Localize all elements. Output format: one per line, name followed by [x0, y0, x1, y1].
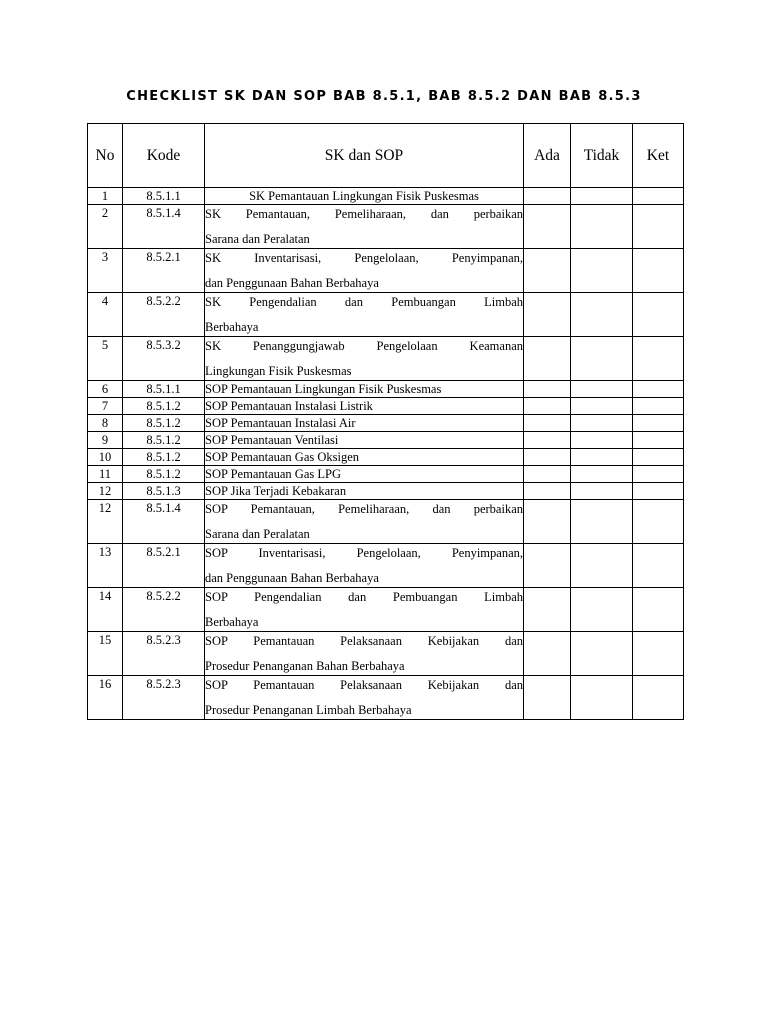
- check-cell-ket[interactable]: [633, 466, 684, 483]
- check-cell-tidak[interactable]: [571, 398, 633, 415]
- row-code: 8.5.2.3: [123, 632, 205, 676]
- check-cell-tidak[interactable]: [571, 632, 633, 676]
- header-ada: Ada: [524, 124, 571, 188]
- row-code: 8.5.2.2: [123, 293, 205, 337]
- check-cell-tidak[interactable]: [571, 500, 633, 544]
- document-name-line2: dan Penggunaan Bahan Berbahaya: [205, 276, 379, 290]
- row-number: 2: [88, 205, 123, 249]
- check-cell-ket[interactable]: [633, 293, 684, 337]
- table-row: [88, 415, 684, 432]
- row-code: 8.5.1.3: [123, 483, 205, 500]
- row-document-name: [205, 293, 524, 337]
- check-cell-ket[interactable]: [633, 500, 684, 544]
- check-cell-ada[interactable]: [524, 449, 571, 466]
- table-row: [88, 188, 684, 205]
- document-name-line1: SOP Pemantauan Gas Oksigen: [205, 450, 360, 464]
- check-cell-ada[interactable]: [524, 249, 571, 293]
- document-name-line1: SK Penanggungjawab Pengelolaan Keamanan: [205, 339, 523, 353]
- check-cell-ket[interactable]: [633, 588, 684, 632]
- document-name-line1: SOP Pemantauan Pelaksanaan Kebijakan dan: [205, 678, 523, 692]
- check-cell-tidak[interactable]: [571, 381, 633, 398]
- row-number: 12: [88, 500, 123, 544]
- row-number: 4: [88, 293, 123, 337]
- check-cell-ket[interactable]: [633, 632, 684, 676]
- check-cell-ada[interactable]: [524, 293, 571, 337]
- check-cell-ada[interactable]: [524, 381, 571, 398]
- document-name-line1: SK Pemantauan Lingkungan Fisik Puskesmas: [249, 189, 479, 203]
- row-document-name: [205, 500, 524, 544]
- header-tidak: Tidak: [571, 124, 633, 188]
- row-document-name: [205, 249, 524, 293]
- check-cell-ket[interactable]: [633, 188, 684, 205]
- document-name-line1: SOP Pemantauan Instalasi Air: [205, 416, 356, 430]
- document-name-line2: Berbahaya: [205, 615, 259, 629]
- document-name-line1: SOP Pemantauan Gas LPG: [205, 467, 341, 481]
- table-row: [88, 249, 684, 293]
- document-name-line2: Sarana dan Peralatan: [205, 527, 310, 541]
- check-cell-tidak[interactable]: [571, 676, 633, 720]
- row-code: 8.5.1.1: [123, 381, 205, 398]
- check-cell-tidak[interactable]: [571, 415, 633, 432]
- row-document-name: [205, 483, 524, 500]
- row-number: 1: [88, 188, 123, 205]
- check-cell-ket[interactable]: [633, 415, 684, 432]
- document-name-line1: SK Inventarisasi, Pengelolaan, Penyimpanan,: [205, 251, 523, 265]
- document-name-line1: SOP Jika Terjadi Kebakaran: [205, 484, 347, 498]
- table-row: [88, 293, 684, 337]
- check-cell-ada[interactable]: [524, 337, 571, 381]
- row-number: 13: [88, 544, 123, 588]
- table-row: [88, 588, 684, 632]
- row-number: 6: [88, 381, 123, 398]
- table-row: [88, 432, 684, 449]
- row-code: 8.5.2.3: [123, 676, 205, 720]
- row-code: 8.5.1.2: [123, 398, 205, 415]
- table-row: [88, 544, 684, 588]
- row-document-name: [205, 449, 524, 466]
- document-name-line1: SOP Inventarisasi, Pengelolaan, Penyimpanan,: [205, 546, 523, 560]
- row-number: 11: [88, 466, 123, 483]
- check-cell-ket[interactable]: [633, 483, 684, 500]
- check-cell-ada[interactable]: [524, 588, 571, 632]
- check-cell-ada[interactable]: [524, 466, 571, 483]
- table-row: [88, 381, 684, 398]
- document-name-line1: SOP Pemantauan, Pemeliharaan, dan perbaikan: [205, 502, 523, 516]
- check-cell-ket[interactable]: [633, 544, 684, 588]
- row-code: 8.5.1.1: [123, 188, 205, 205]
- row-code: 8.5.2.1: [123, 249, 205, 293]
- table-row: [88, 632, 684, 676]
- row-document-name: [205, 432, 524, 449]
- check-cell-ada[interactable]: [524, 544, 571, 588]
- check-cell-ket[interactable]: [633, 381, 684, 398]
- row-document-name: [205, 381, 524, 398]
- row-document-name: [205, 188, 524, 205]
- check-cell-tidak[interactable]: [571, 544, 633, 588]
- row-number: 3: [88, 249, 123, 293]
- check-cell-ada[interactable]: [524, 632, 571, 676]
- check-cell-ada[interactable]: [524, 676, 571, 720]
- row-number: 12: [88, 483, 123, 500]
- row-code: 8.5.2.1: [123, 544, 205, 588]
- table-row: [88, 398, 684, 415]
- document-name-line2: Berbahaya: [205, 320, 259, 334]
- document-name-line1: SOP Pemantauan Pelaksanaan Kebijakan dan: [205, 634, 523, 648]
- row-number: 16: [88, 676, 123, 720]
- check-cell-tidak[interactable]: [571, 293, 633, 337]
- table-row: [88, 466, 684, 483]
- row-number: 9: [88, 432, 123, 449]
- row-number: 15: [88, 632, 123, 676]
- row-code: 8.5.1.2: [123, 415, 205, 432]
- check-cell-ket[interactable]: [633, 205, 684, 249]
- check-cell-tidak[interactable]: [571, 466, 633, 483]
- document-name-line1: SOP Pemantauan Lingkungan Fisik Puskesmas: [205, 382, 442, 396]
- check-cell-tidak[interactable]: [571, 249, 633, 293]
- row-document-name: [205, 415, 524, 432]
- document-name-line1: SOP Pemantauan Instalasi Listrik: [205, 399, 373, 413]
- check-cell-tidak[interactable]: [571, 483, 633, 500]
- check-cell-ket[interactable]: [633, 249, 684, 293]
- check-cell-ket[interactable]: [633, 432, 684, 449]
- check-cell-ada[interactable]: [524, 432, 571, 449]
- check-cell-ket[interactable]: [633, 449, 684, 466]
- check-cell-tidak[interactable]: [571, 205, 633, 249]
- row-document-name: [205, 676, 524, 720]
- row-code: 8.5.3.2: [123, 337, 205, 381]
- header-no: No: [88, 124, 123, 188]
- document-name-line1: SK Pemantauan, Pemeliharaan, dan perbaikan: [205, 207, 523, 221]
- check-cell-ada[interactable]: [524, 398, 571, 415]
- check-cell-ada[interactable]: [524, 188, 571, 205]
- row-code: 8.5.1.4: [123, 500, 205, 544]
- header-kode: Kode: [123, 124, 205, 188]
- table-row: [88, 337, 684, 381]
- row-document-name: [205, 337, 524, 381]
- document-name-line2: Lingkungan Fisik Puskesmas: [205, 364, 352, 378]
- header-sk-sop: SK dan SOP: [205, 124, 524, 188]
- table-row: [88, 500, 684, 544]
- page-title: CHECKLIST SK DAN SOP BAB 8.5.1, BAB 8.5.2 DAN BAB 8.5.3: [126, 89, 642, 104]
- check-cell-ada[interactable]: [524, 483, 571, 500]
- table-row: [88, 483, 684, 500]
- document-name-line1: SOP Pengendalian dan Pembuangan Limbah: [205, 590, 523, 604]
- table-row: [88, 449, 684, 466]
- document-name-line1: SK Pengendalian dan Pembuangan Limbah: [205, 295, 523, 309]
- row-document-name: [205, 205, 524, 249]
- row-document-name: [205, 544, 524, 588]
- table-body: [88, 188, 684, 720]
- table-header-row: [88, 124, 684, 188]
- document-name-line2: Prosedur Penanganan Bahan Berbahaya: [205, 659, 405, 673]
- table-row: [88, 205, 684, 249]
- row-code: 8.5.1.2: [123, 432, 205, 449]
- row-document-name: [205, 466, 524, 483]
- check-cell-tidak[interactable]: [571, 588, 633, 632]
- row-number: 10: [88, 449, 123, 466]
- check-cell-ada[interactable]: [524, 205, 571, 249]
- row-document-name: [205, 632, 524, 676]
- row-number: 14: [88, 588, 123, 632]
- document-name-line1: SOP Pemantauan Ventilasi: [205, 433, 339, 447]
- row-number: 7: [88, 398, 123, 415]
- row-code: 8.5.1.2: [123, 466, 205, 483]
- row-code: 8.5.2.2: [123, 588, 205, 632]
- check-cell-ket[interactable]: [633, 337, 684, 381]
- row-code: 8.5.1.4: [123, 205, 205, 249]
- check-cell-tidak[interactable]: [571, 449, 633, 466]
- check-cell-ket[interactable]: [633, 676, 684, 720]
- check-cell-tidak[interactable]: [571, 188, 633, 205]
- document-name-line2: Prosedur Penanganan Limbah Berbahaya: [205, 703, 412, 717]
- check-cell-ket[interactable]: [633, 398, 684, 415]
- document-name-line2: dan Penggunaan Bahan Berbahaya: [205, 571, 379, 585]
- row-number: 5: [88, 337, 123, 381]
- check-cell-ada[interactable]: [524, 415, 571, 432]
- row-number: 8: [88, 415, 123, 432]
- checklist-table: [87, 123, 684, 720]
- row-document-name: [205, 398, 524, 415]
- check-cell-ada[interactable]: [524, 500, 571, 544]
- check-cell-tidak[interactable]: [571, 432, 633, 449]
- row-code: 8.5.1.2: [123, 449, 205, 466]
- document-name-line2: Sarana dan Peralatan: [205, 232, 310, 246]
- header-ket: Ket: [633, 124, 684, 188]
- row-document-name: [205, 588, 524, 632]
- check-cell-tidak[interactable]: [571, 337, 633, 381]
- table-row: [88, 676, 684, 720]
